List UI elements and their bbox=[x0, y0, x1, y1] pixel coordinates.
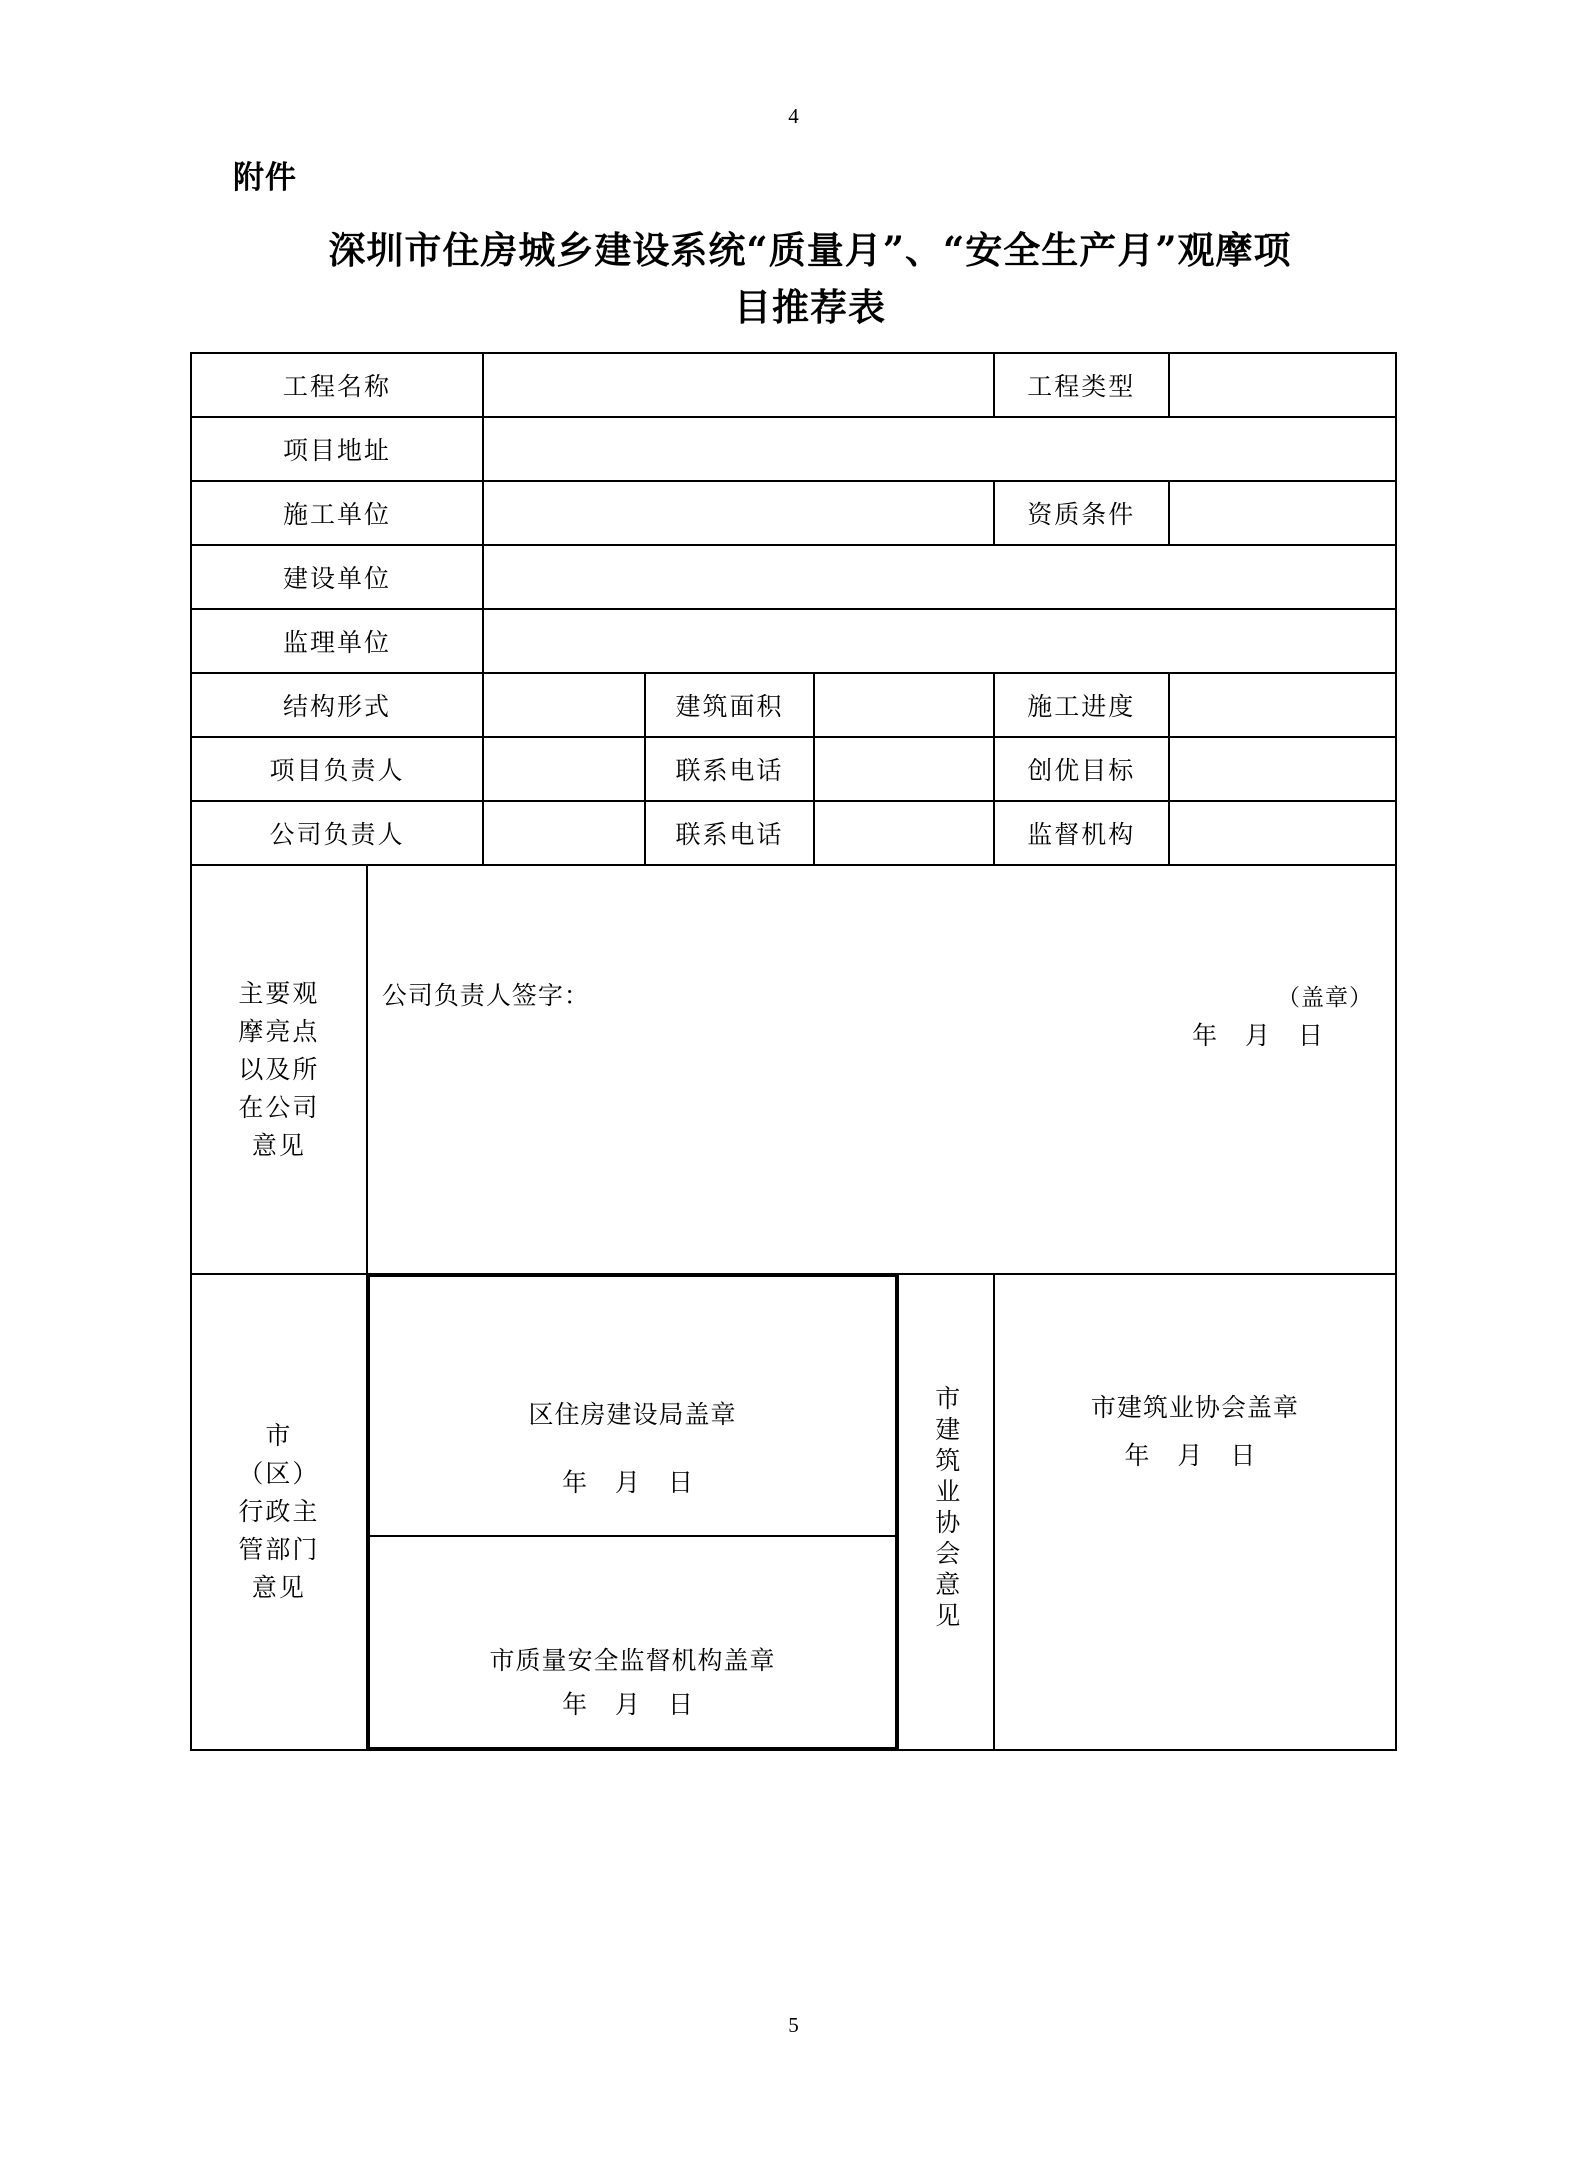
company-date-line: 年 月 日 bbox=[1192, 1020, 1333, 1050]
admin-district-cell[interactable] bbox=[369, 1276, 896, 1536]
field-supervision-org[interactable] bbox=[1169, 801, 1396, 865]
label-contact-phone-2: 联系电话 bbox=[645, 801, 815, 865]
label-admin-opinion bbox=[191, 1274, 367, 1750]
field-structure-type[interactable] bbox=[483, 673, 645, 737]
label-supervision-unit: 监理单位 bbox=[191, 609, 483, 673]
table-row bbox=[191, 801, 1396, 865]
label-supervision-org: 监督机构 bbox=[994, 801, 1169, 865]
label-construction-unit: 施工单位 bbox=[191, 481, 483, 545]
association-date-line: 年 月 日 bbox=[1124, 1441, 1266, 1470]
table-row bbox=[191, 545, 1396, 609]
table-row bbox=[191, 609, 1396, 673]
label-contact-phone-1: 联系电话 bbox=[645, 737, 815, 801]
label-project-type: 工程类型 bbox=[994, 353, 1169, 417]
label-highlights-text: 主要观摩亮点以及所在公司意见 bbox=[238, 978, 320, 1160]
label-construction-progress: 施工进度 bbox=[994, 673, 1169, 737]
label-company-manager: 公司负责人 bbox=[191, 801, 483, 865]
field-company-manager[interactable] bbox=[483, 801, 645, 865]
label-association-opinion-text: 市建筑业协会意见 bbox=[931, 1385, 961, 1633]
table-row bbox=[191, 481, 1396, 545]
table-row bbox=[191, 353, 1396, 417]
label-building-area: 建筑面积 bbox=[645, 673, 815, 737]
city-quality-seal-text: 市质量安全监督机构盖章 bbox=[489, 1646, 776, 1675]
field-qualification[interactable] bbox=[1169, 481, 1396, 545]
table-row bbox=[191, 673, 1396, 737]
association-seal-text: 市建筑业协会盖章 bbox=[1090, 1393, 1299, 1422]
attachment-label: 附件 bbox=[233, 160, 297, 196]
field-quality-goal[interactable] bbox=[1169, 737, 1396, 801]
label-project-manager: 项目负责人 bbox=[191, 737, 483, 801]
city-quality-date-line: 年 月 日 bbox=[562, 1690, 703, 1719]
field-building-area[interactable] bbox=[814, 673, 993, 737]
recommendation-form-table bbox=[190, 352, 1397, 1751]
page-number-top: 4 bbox=[788, 104, 799, 128]
admin-district-block bbox=[369, 1276, 896, 1536]
district-date-line: 年 月 日 bbox=[562, 1468, 703, 1497]
admin-city-cell[interactable] bbox=[369, 1536, 896, 1748]
label-project-name: 工程名称 bbox=[191, 353, 483, 417]
field-project-name[interactable] bbox=[483, 353, 994, 417]
field-project-address[interactable] bbox=[483, 417, 1396, 481]
label-development-unit: 建设单位 bbox=[191, 545, 483, 609]
field-project-manager[interactable] bbox=[483, 737, 645, 801]
field-contact-phone-1[interactable] bbox=[814, 737, 993, 801]
label-quality-goal: 创优目标 bbox=[994, 737, 1169, 801]
label-admin-opinion-text: 市（区）行政主管部门意见 bbox=[238, 1421, 320, 1602]
admin-seal-area[interactable] bbox=[367, 1274, 898, 1750]
field-association-content[interactable] bbox=[994, 1274, 1396, 1750]
table-row-highlights bbox=[191, 865, 1396, 1274]
district-seal-text: 区住房建设局盖章 bbox=[528, 1400, 737, 1429]
admin-seal-split bbox=[368, 1275, 897, 1749]
field-contact-phone-2[interactable] bbox=[814, 801, 993, 865]
company-signature-prompt: 公司负责人签字： bbox=[381, 980, 590, 1010]
table-row bbox=[191, 417, 1396, 481]
field-development-unit[interactable] bbox=[483, 545, 1396, 609]
page-number-bottom: 5 bbox=[788, 2013, 799, 2037]
field-highlights-content[interactable] bbox=[367, 865, 1396, 1274]
company-seal-note: （盖章） bbox=[1277, 984, 1373, 1011]
table-row bbox=[191, 737, 1396, 801]
field-supervision-unit[interactable] bbox=[483, 609, 1396, 673]
label-association-opinion bbox=[898, 1274, 994, 1750]
label-project-address: 项目地址 bbox=[191, 417, 483, 481]
label-structure-type: 结构形式 bbox=[191, 673, 483, 737]
field-project-type[interactable] bbox=[1169, 353, 1396, 417]
page-title: 深圳市住房城乡建设系统“质量月”、“安全生产月”观摩项目推荐表 bbox=[328, 228, 1292, 330]
table-row-opinions bbox=[191, 1274, 1396, 1750]
field-construction-progress[interactable] bbox=[1169, 673, 1396, 737]
field-construction-unit[interactable] bbox=[483, 481, 994, 545]
label-qualification: 资质条件 bbox=[994, 481, 1169, 545]
label-highlights bbox=[191, 865, 367, 1274]
admin-city-block bbox=[369, 1536, 896, 1748]
